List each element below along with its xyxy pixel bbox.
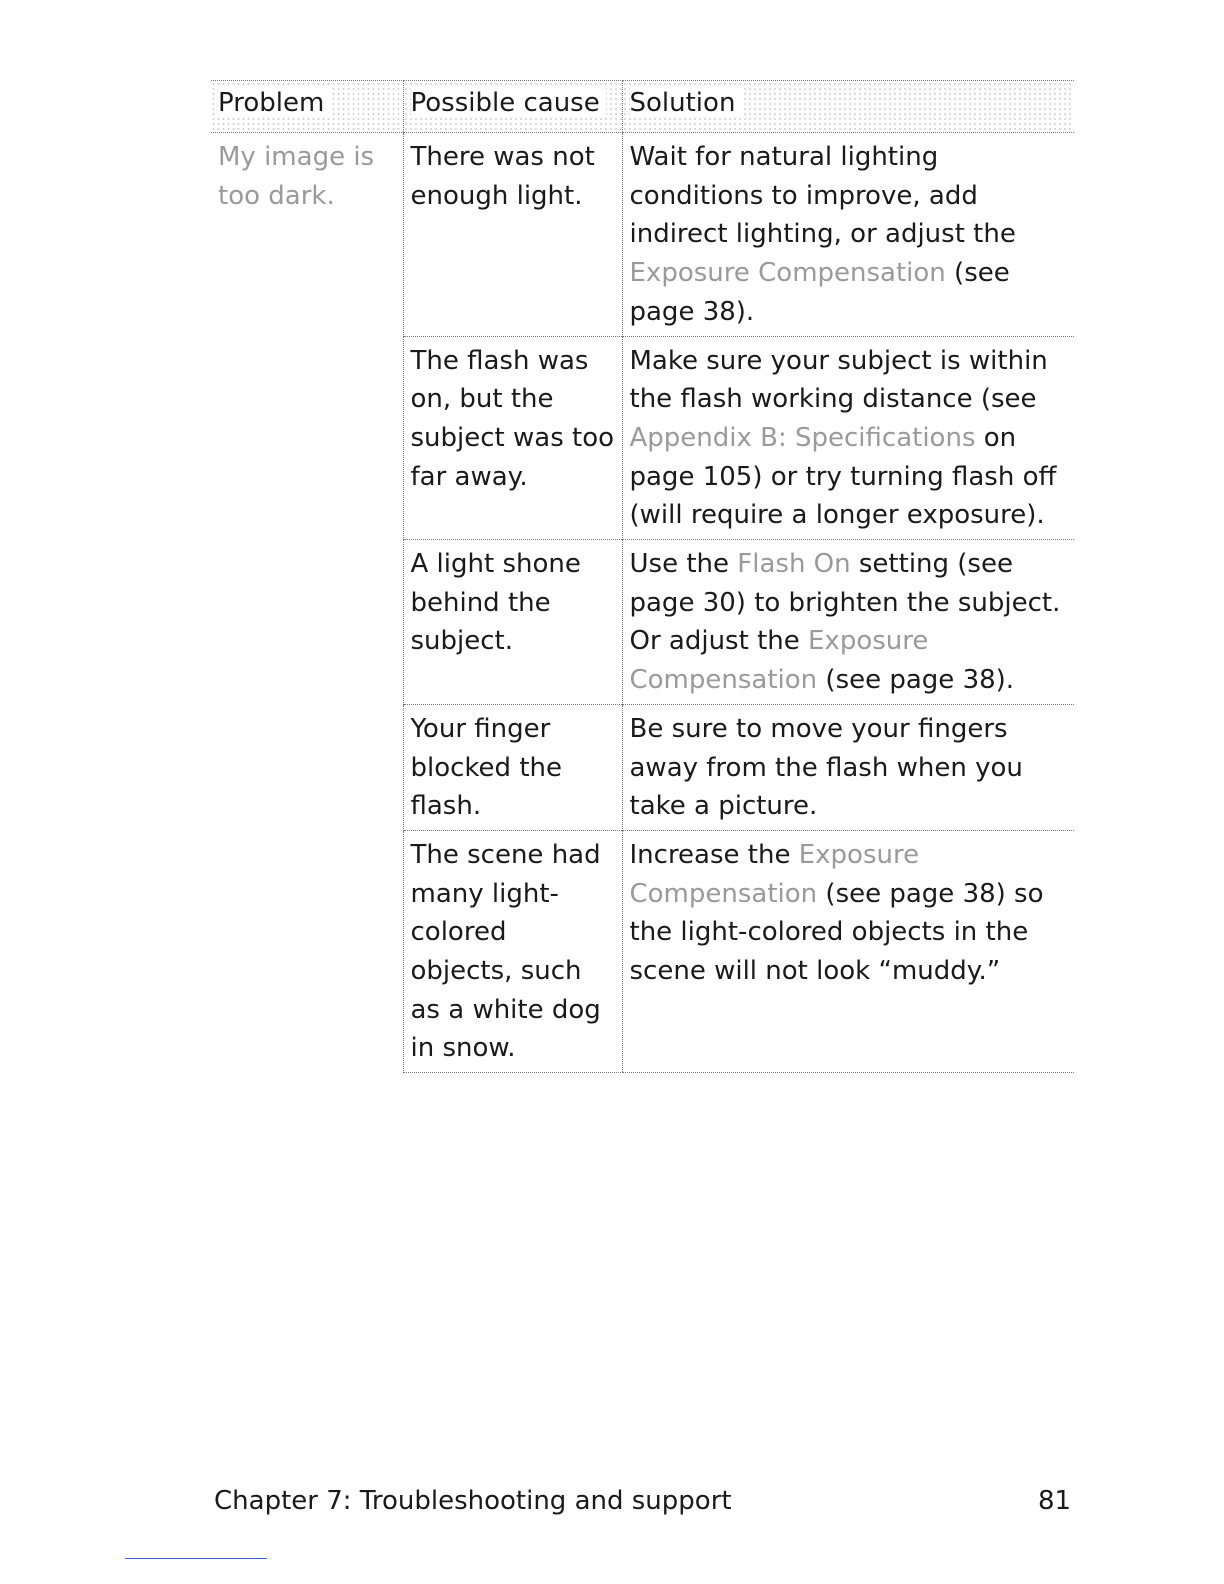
- solution-cell: Make sure your subject is within the flash working distance (see Appendix B: Specifications on page 105) or try turning flash off (will require a longer exposure).: [622, 336, 1074, 540]
- cause-cell: The scene had many light-colored objects, such as a white dog in snow.: [403, 830, 622, 1072]
- cause-cell: There was not enough light.: [403, 133, 622, 337]
- header-problem: Problem: [211, 81, 403, 133]
- exposure-compensation-link[interactable]: Exposure Compensation: [629, 839, 920, 909]
- problem-cell: [211, 133, 403, 1073]
- cause-cell: Your finger blocked the flash.: [403, 704, 622, 830]
- header-solution: Solution: [622, 81, 1074, 133]
- cause-cell: The flash was on, but the subject was too far away.: [403, 336, 622, 540]
- problem-link[interactable]: My image is too dark.: [218, 142, 375, 211]
- solution-cell: Be sure to move your fingers away from the flash when you take a picture.: [622, 704, 1074, 830]
- solution-cell: Increase the Exposure Compensation (see page 38) so the light-colored objects in the scene will not look “muddy.”: [622, 830, 1074, 1072]
- exposure-compensation-link[interactable]: Exposure Compensation: [629, 626, 929, 696]
- chapter-footer: Chapter 7: Troubleshooting and support: [214, 1486, 732, 1516]
- table-header-row: [211, 81, 1074, 133]
- exposure-compensation-link[interactable]: Exposure Compensation: [629, 258, 946, 289]
- footnote-rule: [125, 1558, 267, 1559]
- header-possible-cause: Possible cause: [403, 81, 622, 133]
- page-number: 81: [1038, 1486, 1072, 1516]
- appendix-b-specifications-link[interactable]: Appendix B: Specifications: [629, 422, 976, 453]
- cause-cell: A light shone behind the subject.: [403, 540, 622, 705]
- solution-cell: Wait for natural lighting conditions to improve, add indirect lighting, or adjust the Exposure Compensation (see page 38).: [622, 133, 1074, 337]
- flash-on-link[interactable]: Flash On: [737, 549, 851, 580]
- table-row: [211, 133, 1074, 337]
- solution-cell: Use the Flash On setting (see page 30) to brighten the subject. Or adjust the Exposure Compensation (see page 38).: [622, 540, 1074, 705]
- troubleshooting-table: [211, 80, 1074, 1073]
